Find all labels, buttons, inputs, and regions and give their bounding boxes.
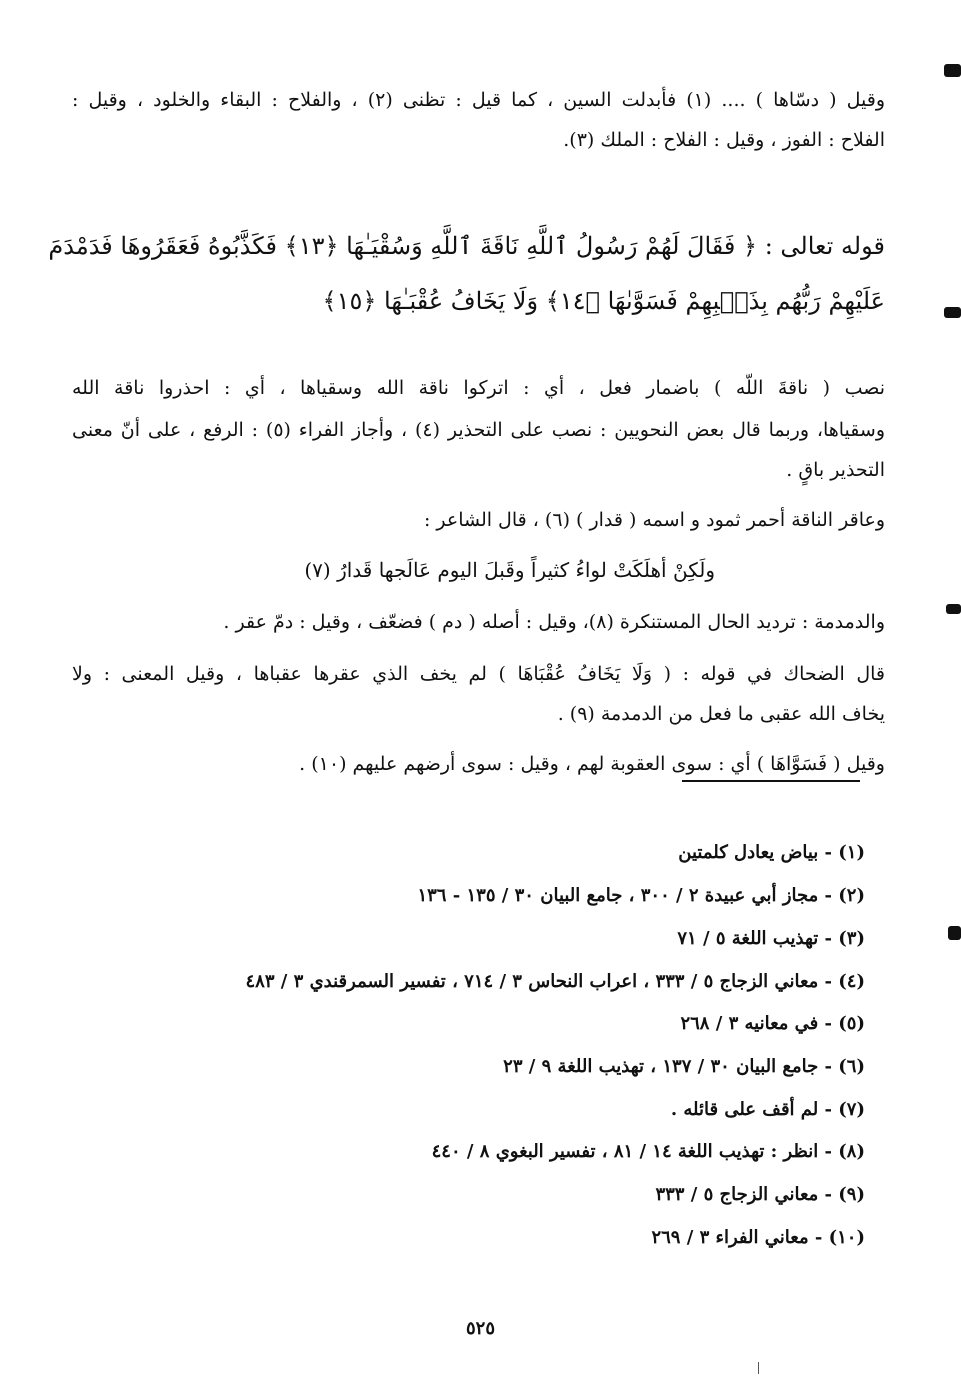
footnote: (٤) - معاني الزجاج ٥ / ٣٣٣ ، اعراب النحاس ٣ / ٧١٤ ، تفسير السمرقندي ٣ / ٤٨٣ [245, 971, 865, 992]
scan-mark [758, 1362, 759, 1374]
footnote: (٣) - تهذيب اللغة ٥ / ٧١ [677, 928, 865, 949]
body-line: يخاف الله عقبى ما فعل من الدمدمة (٩) . [557, 703, 885, 725]
footnote: (١٠) - معاني الفراء ٣ / ٢٦٩ [651, 1227, 865, 1248]
footnote: (٩) - معاني الزجاج ٥ / ٣٣٣ [655, 1184, 865, 1205]
body-line: والدمدمة : ترديد الحال المستنكرة (٨)، وقيل : أصله ( دم ) فضعّف ، وقيل : دمّ عقر . [223, 611, 885, 633]
margin-mark [948, 926, 961, 940]
body-line: نصب ( ناقةَ اللّه ) باضمار فعل ، أي : اتركوا ناقة الله وسقياها ، أي : احذروا ناقة الله [72, 377, 885, 399]
footnote: (٦) - جامع البيان ٣٠ / ١٣٧ ، تهذيب اللغة ٩ / ٢٣ [503, 1056, 865, 1077]
footnote-divider [682, 780, 860, 782]
footnote: (٧) - لم أقف على قائله . [670, 1099, 865, 1120]
quran-verse-line: قوله تعالى : ﴿ فَقَالَ لَهُمْ رَسُولُ ٱللَّهِ نَاقَةَ ٱللَّهِ وَسُقْيَـٰهَا ﴿١٣﴾ فَكَذَّبُوهُ فَعَقَرُوهَا فَدَمْدَمَ [48, 232, 885, 260]
body-line: وسقياها، وربما قال بعض النحويين : نصب على التحذير (٤) ، وأجاز الفراء (٥) : الرفع ، على أنّ معنى [72, 419, 885, 441]
margin-mark [944, 307, 961, 318]
margin-mark [944, 64, 961, 77]
footnote: (٥) - في معانيه ٣ / ٢٦٨ [680, 1013, 865, 1034]
footnote: (١) - بياض يعادل كلمتين [678, 842, 865, 863]
body-line: وعاقر الناقة أحمر ثمود و اسمه ( قدار ) (٦) ، قال الشاعر : [423, 509, 885, 531]
poetry-verse: ولَكِنْ أهلَكَتْ لواءُ كثيراً وقَبلَ اليوم عَالَجها قَدارُ (٧) [304, 558, 715, 582]
body-line: الفلاح : الفوز ، وقيل : الفلاح : الملك (٣). [563, 129, 885, 151]
body-line: التحذير باقٍ . [786, 459, 885, 481]
margin-mark [946, 604, 961, 614]
body-line: قال الضحاك في قوله : ( وَلَا يَخَافُ عُقْبَاهَا ) لم يخف الذي عقرها عقباها ، وقيل المعنى : ولا [72, 663, 885, 685]
quran-verse-line: عَلَيْهِمْ رَبُّهُم بِذَنۢبِهِمْ فَسَوَّىٰهَا ﴿١٤﴾ وَلَا يَخَافُ عُقْبَـٰهَا ﴿١٥﴾ [322, 287, 885, 315]
footnote: (٢) - مجاز أبي عبيدة ٢ / ٣٠٠ ، جامع البيان ٣٠ / ١٣٥ - ١٣٦ [417, 885, 865, 906]
body-line: وقيل ( فَسَوَّاهَا ) أي : سوى العقوبة لهم ، وقيل : سوى أرضهم عليهم (١٠) . [299, 753, 885, 775]
footnote: (٨) - انظر : تهذيب اللغة ١٤ / ٨١ ، تفسير البغوي ٨ / ٤٤٠ [431, 1141, 865, 1162]
page-number: ٥٢٥ [465, 1318, 495, 1339]
body-line: وقيل ( دسّاها ) .... (١) فأبدلت السين ، كما قيل : تظنى (٢) ، والفلاح : البقاء والخلود ، وقيل : [72, 89, 886, 111]
